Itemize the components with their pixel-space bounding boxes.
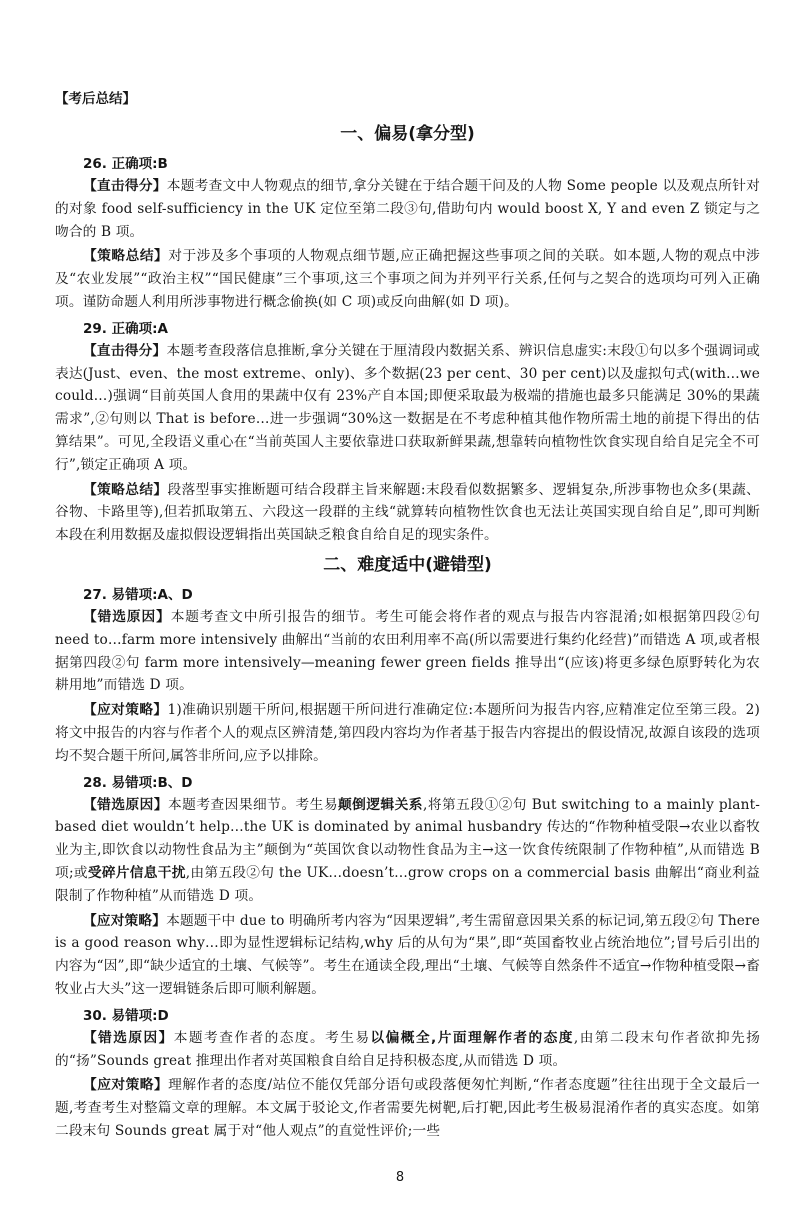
paragraph-label: 【策略总结】 xyxy=(83,481,168,498)
question-28-error-reason: 【错选原因】本题考查因果细节。考生易颠倒逻辑关系,将第五段①②句 But switching to a mainly plant-based diet wouldn’t help…the UK is dominated by animal husbandry 传达的“作物种植受限→农业以畜牧业为主,即饮食以动物性食品为主”颠倒为“英国饮食以动物性食品为主→这一饮食传统限制了作物种植”,从而错选 B 项;或受碎片信息干扰,由第五段②句 the UK…doesn’t…grow crops on a commercial basis 曲解出“商业利益限制了作物种植”从而错选 D 项。 xyxy=(55,796,760,904)
question-27-strategy: 【应对策略】1)准确识别题干所问,根据题干所问进行准确定位:本题所问为报告内容,应精准定位至第三段。2)将文中报告的内容与作者个人的观点区辨清楚,第四段内容均为作者基于报告内容提出的假设情况,故源自该段的选项均不契合题干所问,属答非所问,应予以排除。 xyxy=(55,702,760,764)
question-29-strategy: 【策略总结】段落型事实推断题可结合段群主旨来解题:末段看似数据繁多、逻辑复杂,所涉事物也众多(果蔬、谷物、卡路里等),但若抓取第五、六段这一段群的主线“就算转向植物性饮食也无法让英国实现自给自足”,即可判断本段在利用数据及虚拟假设逻辑指出英国缺乏粮食自给自足的现实条件。 xyxy=(55,481,760,544)
paragraph-label: 【应对策略】 xyxy=(83,1077,169,1094)
question-30-error-reason: 【错选原因】本题考查作者的态度。考生易以偏概全,片面理解作者的态度,由第二段末句作者欲抑先扬的“扬”Sounds great 推理出作者对英国粮食自给自足持积极态度,从而错选 D 项。 xyxy=(55,1029,760,1069)
question-30-heading: 30. 易错项:D xyxy=(83,1007,169,1024)
emphasis-text: 以偏概全,片面理解作者的态度 xyxy=(370,1029,574,1046)
page-content xyxy=(55,88,760,1145)
section-title-easy: 一、偏易(拿分型) xyxy=(340,124,475,144)
paragraph-label: 【错选原因】 xyxy=(83,608,171,625)
paragraph-label: 【直击得分】 xyxy=(83,178,167,194)
section-tag: 【考后总结】 xyxy=(55,91,136,107)
emphasis-text: 受碎片信息干扰 xyxy=(87,864,186,881)
paragraph-label: 【错选原因】 xyxy=(83,796,168,813)
question-29-analysis: 【直击得分】本题考查段落信息推断,拿分关键在于厘清段内数据关系、辨识信息虚实:末段①句以多个强调词或表达(Just、even、the most extreme、only)、多个数据(23 per cent、30 per cent)以及虚拟句式(with…we could…)强调“目前英国人食用的果蔬中仅有 23%产自本国;即便采取最为极端的措施也最多只能满足 30%的果蔬需求”,②句则以 That is before…进一步强调“30%这一数据是在不考虑种植其他作物所需土地的前提下得出的估算结果”。可见,全段语义重心在“当前英国人主要依靠进口获取新鲜果蔬,想靠转向植物性饮食实现自给自足完全不可行”,锁定正确项 A 项。 xyxy=(55,342,761,473)
question-26-strategy: 【策略总结】对于涉及多个事项的人物观点细节题,应正确把握这些事项之间的关联。如本题,人物的观点中涉及“农业发展”“政治主权”“国民健康”三个事项,这三个事项之间为并列平行关系,任何与之契合的选项均可列入正确项。谨防命题人利用所涉事物进行概念偷换(如 C 项)或反向曲解(如 D 项)。 xyxy=(55,248,760,310)
question-27-error-reason: 【错选原因】本题考查文中所引报告的细节。考生可能会将作者的观点与报告内容混淆;如根据第四段②句 need to…farm more intensively 曲解出“当前的农田利用率不高(所以需要进行集约化经营)”而错选 A 项,或者根据第四段②句 farm more intensively—meaning fewer green fields 推导出“(应该)将更多绿色原野转化为农耕用地”而错选 D 项。 xyxy=(55,608,760,694)
paragraph-label: 【直击得分】 xyxy=(83,342,167,359)
question-30-strategy: 【应对策略】理解作者的态度/站位不能仅凭部分语句或段落便匆忙判断,“作者态度题”往往出现于全文最后一题,考查考生对整篇文章的理解。本文属于驳论文,作者需要先树靶,后打靶,因此考生极易混淆作者的真实态度。如第二段末句 Sounds great 属于对“他人观点”的直觉性评价;一些 xyxy=(55,1077,760,1139)
question-28-strategy: 【应对策略】本题题干中 due to 明确所考内容为“因果逻辑”,考生需留意因果关系的标记词,第五段②句 There is a good reason why…即为显性逻辑标记结构,why 后的从句为“果”,即“英国畜牧业占统治地位”;冒号后引出的内容为“因”,即“缺少适宜的土壤、气候等”。考生在通读全段,理出“土壤、气候等自然条件不适宜→作物种植受限→畜牧业占大头”这一逻辑链条后即可顺利解题。 xyxy=(55,912,760,997)
question-28-heading: 28. 易错项:B、D xyxy=(83,774,193,791)
question-26-analysis: 【直击得分】本题考查文中人物观点的细节,拿分关键在于结合题干问及的人物 Some people 以及观点所针对的对象 food self-sufficiency in the UK 定位至第二段③句,借助句内 would boost X, Y and even Z 锁定与之吻合的 B 项。 xyxy=(55,178,761,240)
paragraph-label: 【策略总结】 xyxy=(83,248,169,265)
emphasis-text: 颠倒逻辑关系 xyxy=(337,796,423,813)
page-number: 8 xyxy=(395,1170,405,1185)
section-title-medium: 二、难度适中(避错型) xyxy=(323,554,492,575)
question-26-heading: 26. 正确项:B xyxy=(83,156,168,172)
paragraph-label: 【应对策略】 xyxy=(83,912,167,929)
paragraph-label: 【错选原因】 xyxy=(83,1029,174,1046)
question-27-heading: 27. 易错项:A、D xyxy=(83,586,193,603)
question-29-heading: 29. 正确项:A xyxy=(83,320,168,337)
paragraph-label: 【应对策略】 xyxy=(83,702,168,719)
